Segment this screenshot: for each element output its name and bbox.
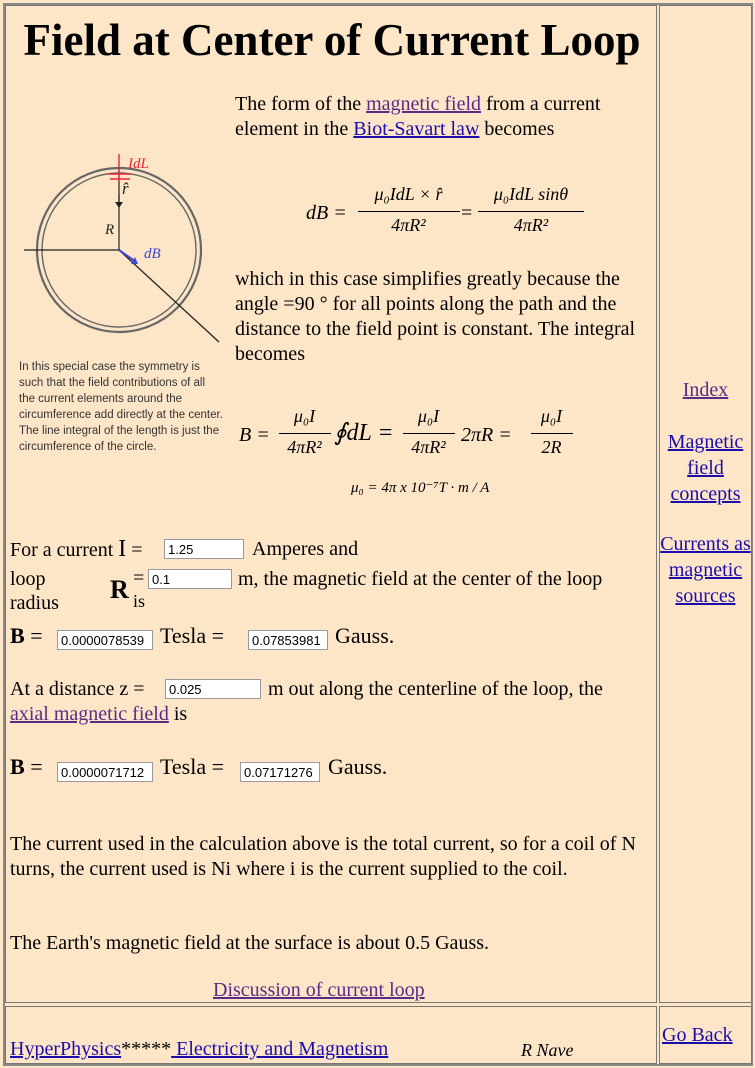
turns-note: The current used in the calculation above is the total current, so for a coil of N turns, the current used is Ni where i is the current supplied to the coil. (10, 833, 636, 880)
center-field-row (10, 623, 43, 649)
page-title: Field at Center of Current Loop (23, 15, 641, 65)
biot-savart-equation: dB = μ₀IdL × r̂ 4πR² = μ₀IdL sinθ 4πR² (306, 184, 596, 248)
idl-label: IdL (128, 156, 149, 172)
axial-b-eq: = (24, 754, 43, 779)
distance-input[interactable] (165, 679, 261, 699)
current-loop-diagram (18, 146, 228, 351)
tesla-label: Tesla = (160, 623, 225, 648)
radius-label-radius: radius (10, 592, 59, 614)
eq2-den2: 4πR² (411, 437, 446, 457)
radius-label-loop: loop (10, 568, 46, 590)
axial-link-row (10, 702, 187, 727)
axial-pre: At a distance z = (10, 678, 145, 700)
db-label: dB (144, 246, 161, 262)
eq1-num2: μ₀IdL sinθ (493, 184, 569, 204)
center-tesla-output[interactable] (57, 630, 153, 650)
mu0-constant: μ₀ = 4π x 10⁻⁷T · m / A (351, 480, 490, 496)
eq1-lhs: dB = (306, 202, 347, 224)
current-input[interactable] (164, 539, 244, 559)
main-panel (5, 5, 657, 1003)
axial-gauss-label: Gauss. (328, 754, 388, 779)
index-link[interactable]: Index (682, 379, 729, 401)
eq1-num1: μ₀IdL × r̂ (374, 184, 443, 204)
go-back-link[interactable]: Go Back (662, 1024, 733, 1046)
intro-text (235, 92, 650, 142)
eq1-den1: 4πR² (391, 215, 426, 235)
footer (5, 1006, 657, 1064)
diagram-caption: In this special case the symmetry is such that the field contributions of all the current elements around the circumference add directly at the center. The line integral of the length is just the circumference of the circle. (19, 361, 223, 453)
discussion-link[interactable]: Discussion of current loop (213, 979, 425, 1001)
currents-magnetic-sources-link[interactable]: Currents as magnetic sources (660, 533, 751, 607)
current-eq: = (126, 539, 143, 561)
loop-field-equation (239, 406, 584, 470)
radius-is: is (133, 591, 146, 611)
radius-symbol: R (110, 575, 129, 604)
axial-tesla-output[interactable] (57, 762, 153, 782)
current-row (10, 537, 143, 563)
earth-field-note: The Earth's magnetic field at the surface is about 0.5 Gauss. (10, 932, 490, 954)
electricity-magnetism-link[interactable]: Electricity and Magnetism (171, 1038, 389, 1060)
axial-field-row (10, 754, 43, 780)
eq1-den2: 4πR² (513, 215, 549, 235)
current-symbol: I (118, 536, 127, 562)
gauss-label: Gauss. (335, 623, 395, 648)
intro-post: becomes (479, 118, 555, 140)
intro-mid: from a current element in the (235, 93, 601, 140)
r-hat-label: r̂ (122, 179, 129, 198)
axial-post: m out along the centerline of the loop, the (268, 678, 603, 700)
axial-is: is (168, 703, 188, 725)
eq2-den3: 2R (541, 437, 562, 457)
current-unit: Amperes and (252, 538, 359, 560)
biot-savart-link[interactable]: Biot-Savart law (353, 118, 480, 140)
eq2-num3: μ₀I (540, 406, 563, 426)
eq2-den1: 4πR² (287, 437, 322, 457)
footer-links (10, 1037, 388, 1062)
author-name: R Nave (521, 1040, 574, 1060)
simplify-text: which in this case simplifies greatly because the angle =90 ° for all points along the path and the distance to the field point is constant. The integral becomes (235, 268, 636, 365)
axial-gauss-output[interactable] (240, 762, 320, 782)
radius-label: R (105, 222, 115, 238)
axial-b-symbol: B (10, 754, 25, 779)
magnetic-field-concepts-link[interactable]: Magnetic field concepts (667, 431, 744, 505)
intro-pre: The form of the (235, 93, 367, 115)
radius-unit: m, the magnetic field at the center of the loop (238, 568, 603, 590)
radius-eq: = (133, 567, 145, 589)
radius-input[interactable] (148, 569, 232, 589)
b-symbol: B (10, 623, 25, 648)
eq2-integral: ∮dL = (334, 420, 394, 446)
axial-tesla-label: Tesla = (160, 754, 225, 779)
footer-right (659, 1006, 752, 1064)
current-pre: For a current (10, 539, 119, 561)
footer-stars: ***** (121, 1038, 172, 1060)
eq2-lhs: B = (239, 424, 270, 446)
eq2-num2: μ₀I (417, 406, 440, 426)
eq2-num1: μ₀I (293, 406, 316, 426)
axial-field-link[interactable]: axial magnetic field (10, 703, 169, 725)
magnetic-field-link[interactable]: magnetic field (366, 93, 482, 115)
hyperphysics-link[interactable]: HyperPhysics (10, 1038, 122, 1060)
b-eq: = (24, 623, 43, 648)
eq2-mid: 2πR = (461, 424, 512, 446)
center-gauss-output[interactable] (248, 630, 328, 650)
sidebar (659, 5, 752, 1003)
